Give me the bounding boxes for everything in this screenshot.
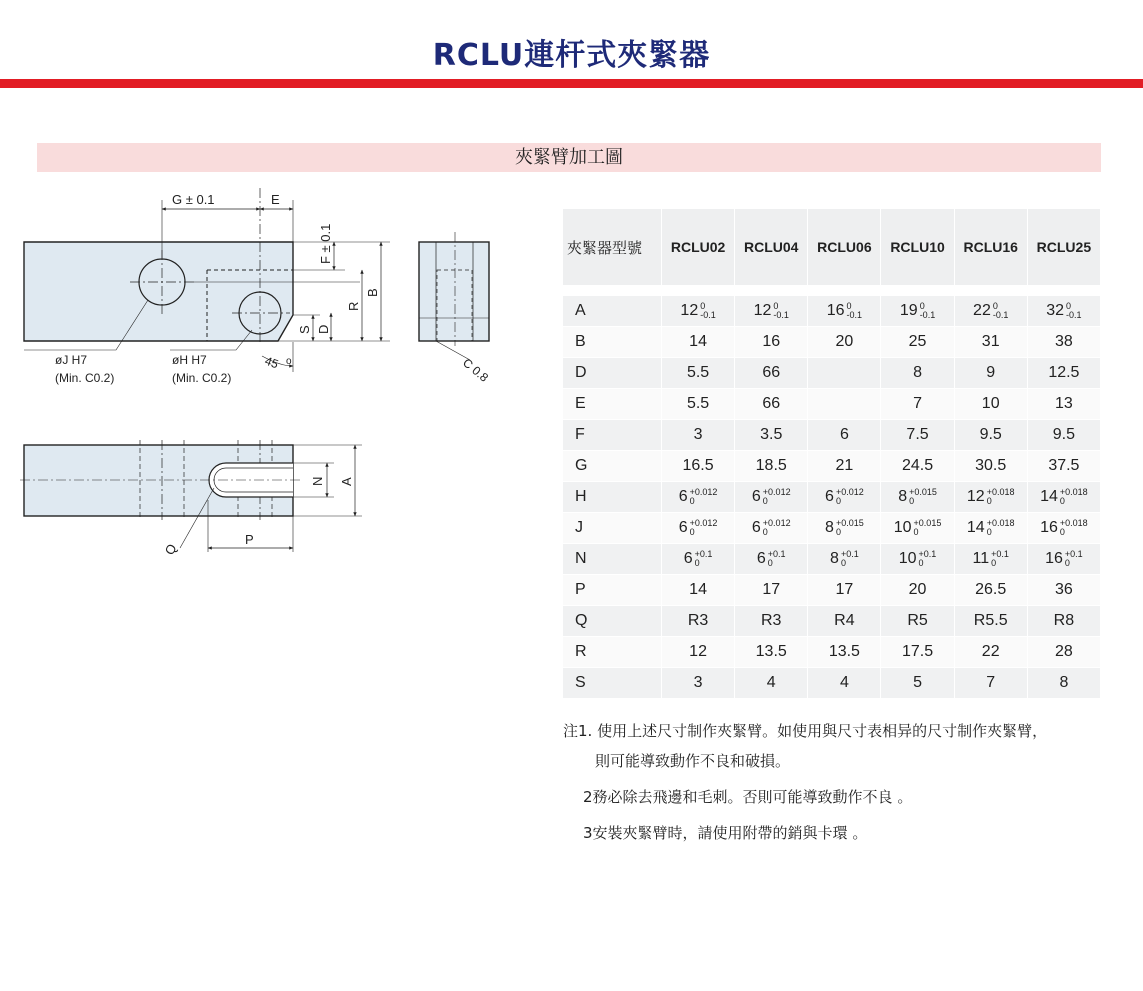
dim-s-label: S	[297, 325, 312, 334]
table-cell	[735, 451, 808, 482]
table-cell	[1028, 513, 1101, 544]
table-cell	[955, 420, 1028, 451]
table-cell	[808, 358, 881, 389]
table-cell	[881, 637, 954, 668]
table-cell	[662, 637, 735, 668]
cell-value: 17.5	[901, 643, 934, 660]
tolerance-upper: +0.018	[1059, 486, 1088, 497]
table-cell	[662, 420, 735, 451]
cell-value: 31	[981, 333, 1000, 350]
cell-tolerance	[1065, 550, 1083, 568]
cell-value: 22	[981, 643, 1000, 660]
table-cell	[662, 296, 735, 327]
cell-tolerance	[847, 302, 863, 320]
cell-value: 16.5	[682, 457, 714, 474]
cell-value: 38	[1054, 333, 1073, 350]
table-row	[563, 327, 1101, 358]
cell-tolerance	[836, 488, 864, 506]
table-row	[563, 296, 1101, 327]
cell-tolerance	[993, 302, 1009, 320]
tolerance-lower: 0	[762, 495, 768, 506]
cell-value: 22	[973, 302, 991, 320]
cell-value: 3	[693, 674, 703, 691]
table-cell	[881, 482, 954, 513]
cell-value: 14	[966, 519, 985, 537]
table-cell	[808, 451, 881, 482]
cell-value: 16	[762, 333, 781, 350]
row-label: H	[563, 482, 662, 513]
table-cell	[881, 668, 954, 699]
table-cell	[881, 513, 954, 544]
table-cell	[955, 358, 1028, 389]
tolerance-lower: -0.1	[1066, 309, 1082, 320]
header-model: RCLU06	[808, 209, 881, 285]
row-label: J	[563, 513, 662, 544]
cell-value: 32	[1046, 302, 1065, 320]
cell-value: 7.5	[906, 426, 929, 443]
tolerance-lower: 0	[840, 557, 846, 568]
cell-value: 24.5	[901, 457, 934, 474]
tolerance-upper: +0.015	[913, 517, 942, 528]
cell-tolerance	[773, 302, 789, 320]
cell-tolerance	[836, 519, 864, 537]
table-cell	[808, 420, 881, 451]
tolerance-upper: +0.018	[1059, 517, 1088, 528]
cell-tolerance	[700, 302, 716, 320]
cell-tolerance	[991, 550, 1009, 568]
table-cell	[1028, 420, 1101, 451]
tolerance-lower: 0	[767, 557, 773, 568]
cell-value: 6	[839, 426, 849, 443]
front-view	[20, 440, 362, 552]
angle-degree-mark: o	[286, 356, 292, 367]
notes	[563, 716, 1103, 848]
cell-value: 9.5	[1052, 426, 1076, 443]
table-cell	[662, 358, 735, 389]
cell-value: 8	[830, 550, 839, 568]
dim-d-label: D	[316, 324, 331, 334]
table-cell	[881, 575, 954, 606]
cell-value: 12.5	[1048, 364, 1080, 381]
table-cell	[808, 575, 881, 606]
tolerance-upper: 0	[1066, 300, 1072, 311]
side-view	[419, 232, 489, 360]
table-cell	[955, 327, 1028, 358]
note-2: 2務必除去飛邊和毛刺。否則可能導致動作不良 。	[583, 788, 913, 806]
table-cell	[808, 637, 881, 668]
cell-value: R5	[907, 612, 928, 629]
cell-value: 28	[1054, 643, 1073, 660]
tolerance-upper: +0.012	[689, 486, 718, 497]
cell-value: 6	[683, 550, 693, 568]
dim-r-label: R	[346, 301, 361, 311]
table-cell	[662, 668, 735, 699]
table-cell	[1028, 544, 1101, 575]
cell-tolerance	[1060, 519, 1088, 537]
dim-f-label: F ± 0.1	[318, 223, 333, 264]
table-cell	[1028, 668, 1101, 699]
table-cell	[1028, 451, 1101, 482]
table-cell	[662, 575, 735, 606]
tolerance-lower: 0	[918, 557, 924, 568]
tolerance-upper: +0.015	[835, 517, 864, 528]
table-cell	[808, 482, 881, 513]
cell-tolerance	[987, 488, 1015, 506]
cell-value: 14	[689, 333, 707, 350]
tolerance-lower: -0.1	[992, 309, 1009, 320]
cell-tolerance	[1060, 488, 1088, 506]
table-cell	[808, 544, 881, 575]
tolerance-lower: 0	[694, 557, 700, 568]
title-divider	[0, 79, 1143, 88]
table-cell	[955, 482, 1028, 513]
tolerance-lower: 0	[762, 526, 768, 537]
tolerance-upper: +0.018	[986, 486, 1015, 497]
cell-value: 12	[680, 302, 699, 320]
hole-h-min-label: (Min. C0.2)	[172, 371, 232, 385]
table-cell	[735, 544, 808, 575]
cell-tolerance	[690, 519, 718, 537]
cell-tolerance	[920, 302, 936, 320]
table-cell	[955, 451, 1028, 482]
cell-tolerance	[1066, 302, 1082, 320]
table-cell	[955, 668, 1028, 699]
cell-value: 16	[1040, 519, 1058, 537]
tolerance-lower: 0	[689, 495, 695, 506]
table-cell	[881, 389, 954, 420]
table-cell	[735, 637, 808, 668]
dim-b-label: B	[365, 288, 380, 297]
dim-a-label: A	[339, 477, 354, 486]
tolerance-upper: +0.1	[1064, 548, 1083, 559]
table-row	[563, 451, 1101, 482]
angle-label: 45	[262, 353, 281, 372]
table-cell	[808, 327, 881, 358]
tolerance-lower: 0	[835, 526, 841, 537]
cell-value: 37.5	[1048, 457, 1080, 474]
table-cell	[955, 606, 1028, 637]
table-cell	[955, 575, 1028, 606]
table-cell	[662, 389, 735, 420]
cell-value: 5	[913, 674, 922, 691]
cell-value: 66	[762, 364, 781, 381]
table-row	[563, 575, 1101, 606]
row-label: N	[563, 544, 662, 575]
table-cell	[1028, 637, 1101, 668]
cell-value: 20	[835, 333, 854, 350]
table-cell	[808, 296, 881, 327]
table-cell	[881, 606, 954, 637]
table-cell	[955, 544, 1028, 575]
tolerance-lower: 0	[1064, 557, 1070, 568]
cell-value: 6	[751, 488, 761, 506]
cell-tolerance	[841, 550, 859, 568]
cell-value: 3	[693, 426, 703, 443]
cell-value: 4	[839, 674, 849, 691]
cell-value: R4	[834, 612, 855, 629]
cell-tolerance	[919, 550, 937, 568]
table-row	[563, 358, 1101, 389]
row-label: E	[563, 389, 662, 420]
cell-value: 12	[689, 643, 707, 660]
cell-tolerance	[987, 519, 1015, 537]
table-cell	[735, 606, 808, 637]
table-cell	[662, 513, 735, 544]
tolerance-lower: 0	[986, 526, 992, 537]
cell-value: 8	[913, 364, 922, 381]
dim-n-label: N	[310, 476, 325, 486]
tolerance-upper: +0.012	[762, 486, 791, 497]
table-cell	[735, 327, 808, 358]
cell-value: 14	[689, 581, 707, 598]
tolerance-lower: -0.1	[773, 309, 789, 320]
table-cell	[955, 296, 1028, 327]
table-cell	[662, 606, 735, 637]
cell-value: 16	[826, 302, 845, 320]
table-row	[563, 637, 1101, 668]
row-label: F	[563, 420, 662, 451]
table-cell	[1028, 575, 1101, 606]
hole-j-min-label: (Min. C0.2)	[55, 371, 115, 385]
cell-value: 5.5	[686, 364, 710, 381]
tolerance-upper: +0.012	[835, 486, 864, 497]
tolerance-lower: 0	[835, 495, 841, 506]
table-cell	[1028, 327, 1101, 358]
table-cell	[735, 575, 808, 606]
row-label: Q	[563, 606, 662, 637]
row-label: P	[563, 575, 662, 606]
cell-value: 6	[751, 519, 761, 537]
header-model: RCLU10	[881, 209, 954, 285]
table-row	[563, 544, 1101, 575]
row-label: B	[563, 327, 662, 358]
table-body	[563, 285, 1101, 699]
table-cell	[881, 358, 954, 389]
table-cell	[1028, 482, 1101, 513]
tolerance-upper: +0.1	[767, 548, 786, 559]
cell-tolerance	[914, 519, 942, 537]
table-header-row	[563, 209, 1101, 285]
cell-value: 12	[966, 488, 985, 506]
cell-value: 5.5	[686, 395, 710, 412]
hole-j-label: øJ H7	[55, 353, 88, 367]
tolerance-lower: -0.1	[700, 309, 716, 320]
tolerance-lower: 0	[913, 526, 919, 537]
cell-value: 13	[1054, 395, 1073, 412]
cell-value: 14	[1040, 488, 1058, 506]
note-1-line-1: 注1. 使用上述尺寸制作夾緊臂。如使用與尺寸表相异的尺寸制作夾緊臂，	[563, 722, 1048, 740]
table-cell	[735, 513, 808, 544]
cell-value: 13.5	[755, 643, 787, 660]
table-cell	[1028, 606, 1101, 637]
table-cell	[808, 513, 881, 544]
tolerance-upper: 0	[700, 300, 706, 311]
tolerance-lower: 0	[1059, 526, 1065, 537]
table-row	[563, 513, 1101, 544]
cell-value: 6	[756, 550, 766, 568]
header-model-label: 夾緊器型號	[563, 209, 662, 285]
row-label: D	[563, 358, 662, 389]
note-3: 3安裝夾緊臂時，請使用附帶的銷與卡環 。	[583, 824, 868, 842]
dim-g-label: G ± 0.1	[172, 192, 215, 207]
cell-value: R8	[1053, 612, 1075, 629]
dim-e-label: E	[271, 192, 280, 207]
cell-value: 17	[762, 581, 781, 598]
cell-value: 19	[899, 302, 918, 320]
table-cell	[1028, 389, 1101, 420]
tolerance-lower: 0	[986, 495, 992, 506]
tolerance-lower: 0	[689, 526, 695, 537]
section-title: 夾緊臂加工圖	[37, 143, 1101, 172]
cell-value: 6	[678, 488, 688, 506]
cell-value: 8	[1059, 674, 1069, 691]
table-cell	[881, 544, 954, 575]
table-cell	[808, 606, 881, 637]
table-cell	[662, 544, 735, 575]
tolerance-lower: 0	[909, 495, 915, 506]
cell-value: 21	[835, 457, 854, 474]
row-label: R	[563, 637, 662, 668]
row-label: S	[563, 668, 662, 699]
cell-value: 10	[981, 395, 1000, 412]
table-row	[563, 482, 1101, 513]
cell-value: 36	[1054, 581, 1073, 598]
cell-value: 16	[1045, 550, 1063, 568]
cell-value: 7	[986, 674, 996, 691]
top-view	[24, 188, 390, 372]
tolerance-lower: 0	[1059, 495, 1065, 506]
table-cell	[735, 358, 808, 389]
cell-tolerance	[909, 488, 937, 506]
tolerance-upper: 0	[992, 300, 998, 311]
tolerance-lower: -0.1	[919, 309, 936, 320]
cell-value: 10	[898, 550, 917, 568]
table-cell	[881, 420, 954, 451]
note-1-line-2: 則可能導致動作不良和破損。	[595, 752, 791, 770]
tolerance-upper: 0	[773, 300, 779, 311]
cell-value: 26.5	[975, 581, 1007, 598]
tolerance-upper: 0	[919, 300, 925, 311]
tolerance-upper: +0.012	[762, 517, 791, 528]
table-cell	[955, 389, 1028, 420]
cell-value: 18.5	[755, 457, 787, 474]
dim-q-label: Q	[161, 541, 180, 558]
table-cell	[662, 482, 735, 513]
table-cell	[662, 327, 735, 358]
table-cell	[808, 668, 881, 699]
cell-value: R5.5	[973, 612, 1008, 629]
header-model: RCLU25	[1028, 209, 1101, 285]
table-cell	[881, 451, 954, 482]
cell-value: 8	[898, 488, 908, 506]
table-cell	[735, 296, 808, 327]
cell-value: 30.5	[975, 457, 1007, 474]
cell-value: 9	[986, 364, 996, 381]
table-cell	[808, 389, 881, 420]
table-cell	[1028, 296, 1101, 327]
table-cell	[881, 327, 954, 358]
cell-value: 3.5	[760, 426, 783, 443]
cell-value: 8	[825, 519, 834, 537]
table-row	[563, 389, 1101, 420]
table-cell	[1028, 358, 1101, 389]
table-row	[563, 668, 1101, 699]
cell-value: 6	[825, 488, 834, 506]
tolerance-lower: -0.1	[846, 309, 863, 320]
tolerance-upper: 0	[846, 300, 852, 311]
dim-p-label: P	[245, 532, 254, 547]
cell-value: 20	[908, 581, 927, 598]
cell-value: 17	[835, 581, 854, 598]
table-cell	[735, 420, 808, 451]
cell-tolerance	[690, 488, 718, 506]
clamp-arm-drawing	[0, 180, 560, 580]
table-cell	[735, 482, 808, 513]
cell-tolerance	[763, 519, 791, 537]
tolerance-upper: +0.1	[918, 548, 937, 559]
cell-value: 9.5	[979, 426, 1002, 443]
tolerance-upper: +0.018	[986, 517, 1015, 528]
cell-tolerance	[768, 550, 786, 568]
cell-value: 4	[766, 674, 776, 691]
header-model: RCLU16	[955, 209, 1028, 285]
hole-h-label: øH H7	[172, 353, 207, 367]
table-cell	[955, 513, 1028, 544]
cell-value: 11	[972, 550, 990, 568]
row-label: G	[563, 451, 662, 482]
row-label: A	[563, 296, 662, 327]
tolerance-upper: +0.012	[689, 517, 718, 528]
cell-value: 12	[753, 302, 772, 320]
table-row	[563, 606, 1101, 637]
chamfer-label: C 0.8	[460, 355, 492, 385]
cell-value: 6	[678, 519, 688, 537]
tolerance-upper: +0.1	[694, 548, 713, 559]
table-cell	[735, 668, 808, 699]
page-title: RCLU連杆式夾緊器	[432, 38, 711, 73]
dimension-table	[563, 209, 1101, 699]
table-cell	[881, 296, 954, 327]
tolerance-upper: +0.015	[909, 486, 937, 497]
tolerance-lower: 0	[991, 557, 997, 568]
tolerance-upper: +0.1	[840, 548, 859, 559]
cell-value: R3	[761, 612, 782, 629]
cell-value: 25	[908, 333, 927, 350]
cell-value: R3	[687, 612, 709, 629]
tolerance-upper: +0.1	[991, 548, 1009, 559]
table-cell	[955, 637, 1028, 668]
cell-value: 66	[762, 395, 781, 412]
header-model: RCLU02	[662, 209, 735, 285]
table-row	[563, 420, 1101, 451]
table-cell	[662, 451, 735, 482]
cell-tolerance	[763, 488, 791, 506]
cell-value: 7	[913, 395, 922, 412]
table-cell	[735, 389, 808, 420]
cell-tolerance	[695, 550, 713, 568]
cell-value: 10	[893, 519, 912, 537]
cell-value: 13.5	[828, 643, 860, 660]
header-model: RCLU04	[735, 209, 808, 285]
